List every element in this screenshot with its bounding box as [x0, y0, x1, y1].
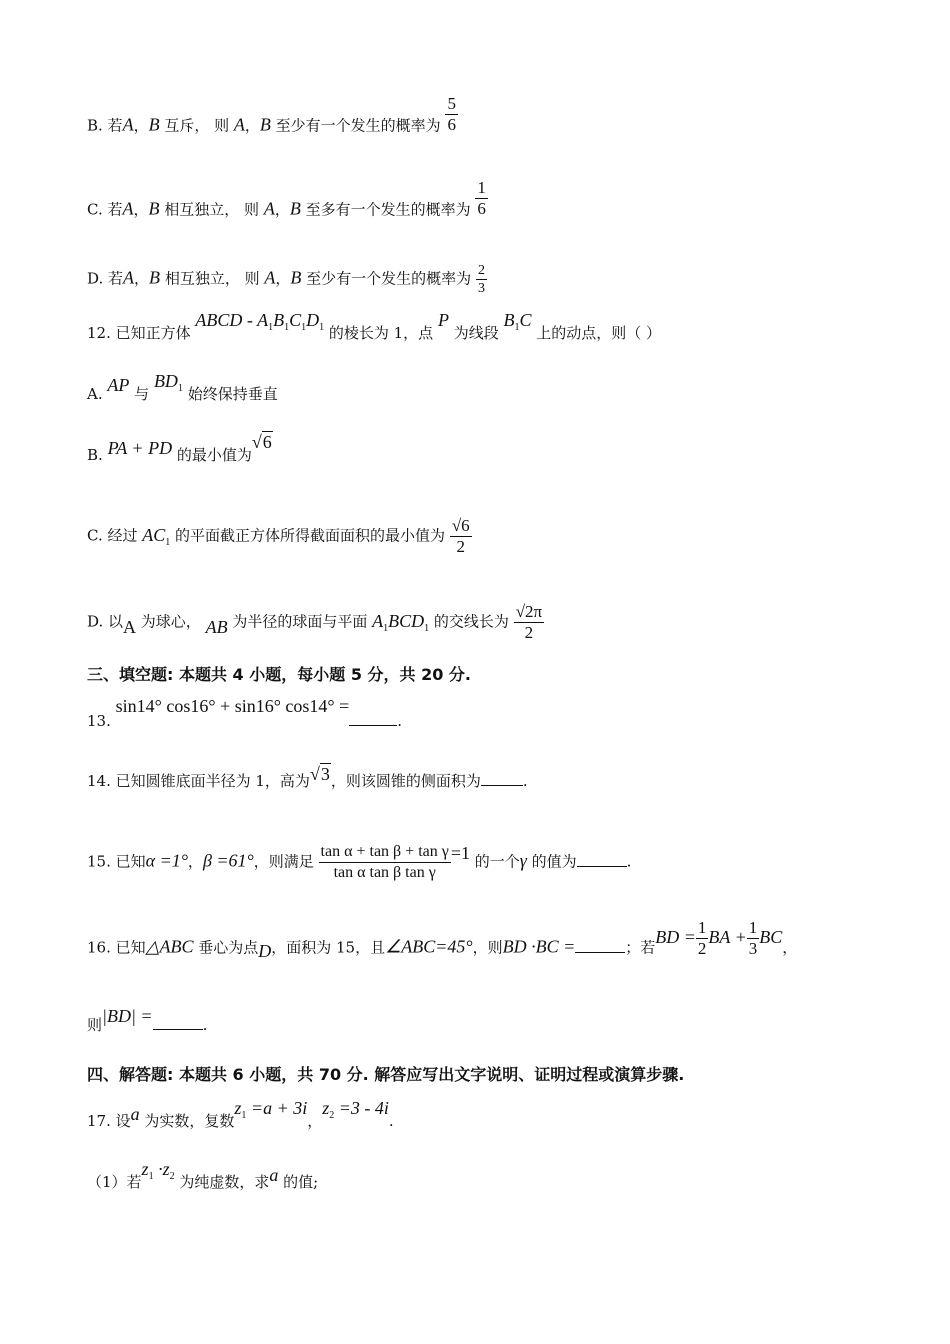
sqrt: √3 [309, 764, 330, 784]
question-17-part1: （1）若$z_1 \cdot z_2$ 为纯虚数，求a 的值; [87, 1159, 319, 1191]
answer-blank [577, 852, 627, 867]
option-12b: B. PA + PD 的最小值为√6 [87, 432, 272, 464]
question-14: 14. 已知圆锥底面半径为 1，高为√3，则该圆锥的侧面积为 . [87, 764, 528, 790]
fraction: $\frac{\text{tan α + tan β + tan γ}}{\text{tan α tan β tan γ}}$ [320, 843, 449, 881]
fraction: $\frac{2}{3}$ [477, 263, 485, 296]
answer-blank [349, 711, 397, 726]
option-12a: A. AP 与 $BD_1$ 始终保持垂直 [87, 371, 278, 403]
answer-blank [481, 771, 523, 786]
section-heading-4: 四、解答题: 本题共 6 小题，共 70 分. 解答应写出文字说明、证明过程或演算步骤. [87, 1065, 685, 1084]
fraction: $\frac{√6}{2}$ [451, 516, 470, 556]
question-15: 15. 已知α =1°，β =61°，则满足 $\frac{\text{tan α + tan β + tan γ}}{\text{tan α tan β tan γ}}$ =1 的一个γ 的值为 . [87, 842, 632, 881]
question-16-part2: 则|BD| = . [87, 1006, 208, 1034]
question-12: 12. 已知正方体 ABCD - $A_1B_1C_1D_1$ 的棱长为 1，点 P 为线段 $B_1C$ 上的动点，则（ ） [87, 310, 662, 342]
option-12d: D. 以A 为球心， AB 为半径的球面与平面 $A_1BCD_1$ 的交线长为 $\frac{√2\pi}{2}$ [87, 602, 543, 642]
question-16: 16. 已知△ABC 垂心为点D，面积为 15，且∠ABC=45°，则BD ·BC = ；若BD = $\frac{1}{2}$ BA + $\frac{1}{3}$ BC， [87, 918, 798, 961]
option-11b: B. 若A，B 互斥， 则 A，B 至少有一个发生的概率为 $\frac{5}{6}$ [87, 94, 456, 135]
fraction: $\frac{1}{2}$ [697, 918, 707, 958]
fraction: $\frac{1}{6}$ [477, 178, 486, 218]
option-11d: D. 若A，B 相互独立， 则 A，B 至少有一个发生的概率为 $\frac{2}{3}$ [87, 263, 485, 296]
fraction: $\frac{1}{3}$ [748, 918, 758, 958]
question-13: 13. sin14° cos16° + sin16° cos14° =. [87, 696, 403, 730]
option-11c: C. 若A，B 相互独立， 则 A，B 至多有一个发生的概率为 $\frac{1}{6}$ [87, 178, 486, 219]
question-17: 17. 设a 为实数，复数$z_1 =a + 3i$，$z_2 =3 - 4i$. [87, 1098, 394, 1130]
answer-blank [153, 1015, 203, 1030]
option-12c: C. 经过 $AC_1$ 的平面截正方体所得截面面积的最小值为 $\frac{√6}{2}$ [87, 516, 470, 556]
sqrt: √6 [251, 432, 272, 452]
answer-blank [575, 938, 625, 953]
fraction: $\frac{5}{6}$ [447, 94, 456, 134]
section-heading-3: 三、填空题: 本题共 4 小题，每小题 5 分，共 20 分. [87, 665, 472, 684]
fraction: $\frac{√2\pi}{2}$ [515, 602, 543, 642]
